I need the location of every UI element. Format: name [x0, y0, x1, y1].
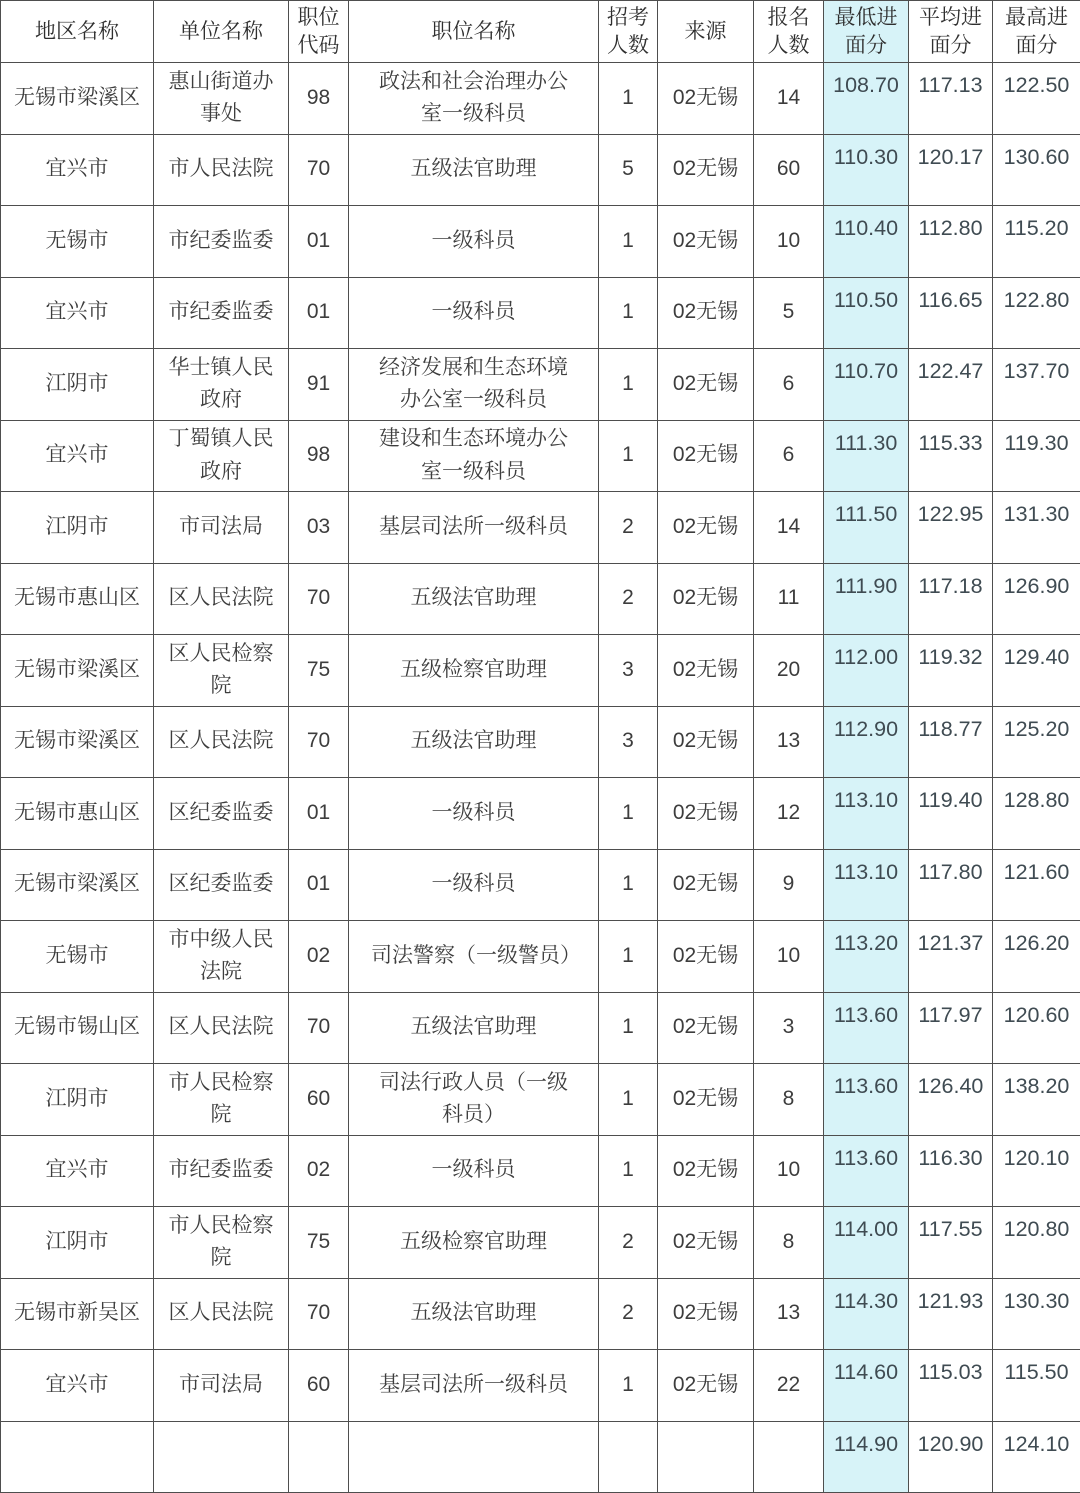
cell-position: 基层司法所一级科员	[349, 492, 599, 564]
cell-region: 宜兴市	[1, 1135, 154, 1207]
header-code-line: 代码	[291, 32, 346, 59]
cell-recruits	[599, 1421, 658, 1493]
cell-max_score: 130.60	[993, 134, 1080, 206]
cell-code: 02	[289, 1135, 349, 1207]
cell-recruits: 1	[599, 420, 658, 492]
cell-applicants: 60	[754, 134, 824, 206]
cell-region: 江阴市	[1, 1064, 154, 1136]
cell-source: 02无锡	[658, 206, 754, 278]
cell-code: 02	[289, 921, 349, 993]
header-avg_score-line: 平均进	[911, 4, 990, 31]
cell-recruits: 1	[599, 63, 658, 135]
table-body	[1, 63, 1080, 1493]
table-row	[1, 563, 1080, 635]
cell-recruits: 1	[599, 778, 658, 850]
cell-applicants: 10	[754, 206, 824, 278]
cell-unit: 市纪委监委	[154, 206, 289, 278]
cell-region: 宜兴市	[1, 134, 154, 206]
cell-position: 五级法官助理	[349, 563, 599, 635]
table-row	[1, 492, 1080, 564]
cell-min_score: 113.60	[824, 992, 909, 1064]
cell-unit: 市纪委监委	[154, 277, 289, 349]
header-max_score-line: 最高进	[995, 4, 1078, 31]
cell-applicants: 10	[754, 921, 824, 993]
cell-min_score: 108.70	[824, 63, 909, 135]
table-row	[1, 778, 1080, 850]
cell-max_score: 126.90	[993, 563, 1080, 635]
cell-recruits: 1	[599, 849, 658, 921]
cell-applicants: 8	[754, 1207, 824, 1279]
header-unit	[154, 1, 289, 63]
cell-recruits: 2	[599, 492, 658, 564]
cell-code: 75	[289, 1207, 349, 1279]
cell-unit: 区人民法院	[154, 706, 289, 778]
header-position	[349, 1, 599, 63]
cell-applicants: 9	[754, 849, 824, 921]
cell-position: 一级科员	[349, 1135, 599, 1207]
header-recruits-line: 招考	[601, 4, 655, 31]
header-code-line: 职位	[291, 4, 346, 31]
header-row	[1, 1, 1080, 63]
header-min_score-line: 最低进	[826, 4, 906, 31]
cell-unit: 区人民法院	[154, 563, 289, 635]
cell-avg_score: 116.30	[909, 1135, 993, 1207]
cell-region: 无锡市梁溪区	[1, 63, 154, 135]
header-applicants-line: 报名	[756, 4, 821, 31]
cell-max_score: 125.20	[993, 706, 1080, 778]
cell-recruits: 2	[599, 1278, 658, 1350]
table-row	[1, 277, 1080, 349]
cell-code: 60	[289, 1350, 349, 1422]
cell-position: 政法和社会治理办公室一级科员	[349, 63, 599, 135]
header-max_score	[993, 1, 1080, 63]
cell-applicants: 10	[754, 1135, 824, 1207]
cell-applicants: 20	[754, 635, 824, 707]
cell-unit: 区人民检察院	[154, 635, 289, 707]
cell-code: 70	[289, 1278, 349, 1350]
cell-source: 02无锡	[658, 349, 754, 421]
cell-unit: 区纪委监委	[154, 778, 289, 850]
cell-source: 02无锡	[658, 992, 754, 1064]
cell-position: 经济发展和生态环境办公室一级科员	[349, 349, 599, 421]
header-applicants-line: 人数	[756, 32, 821, 59]
table-row-partial	[1, 1421, 1080, 1493]
table-row	[1, 63, 1080, 135]
cell-code: 91	[289, 349, 349, 421]
cell-code: 70	[289, 563, 349, 635]
cell-min_score: 112.00	[824, 635, 909, 707]
cell-recruits: 1	[599, 206, 658, 278]
cell-position: 建设和生态环境办公室一级科员	[349, 420, 599, 492]
cell-source: 02无锡	[658, 778, 754, 850]
cell-position: 一级科员	[349, 277, 599, 349]
cell-avg_score: 122.95	[909, 492, 993, 564]
cell-region: 江阴市	[1, 492, 154, 564]
cell-code: 01	[289, 277, 349, 349]
cell-avg_score: 119.32	[909, 635, 993, 707]
cell-region: 无锡市	[1, 206, 154, 278]
header-max_score-line: 面分	[995, 32, 1078, 59]
cell-code	[289, 1421, 349, 1493]
header-source	[658, 1, 754, 63]
cell-avg_score: 117.80	[909, 849, 993, 921]
cell-position: 五级法官助理	[349, 706, 599, 778]
cell-region: 无锡市梁溪区	[1, 635, 154, 707]
cell-min_score: 114.60	[824, 1350, 909, 1422]
cell-applicants: 8	[754, 1064, 824, 1136]
cell-position: 一级科员	[349, 849, 599, 921]
cell-unit: 市司法局	[154, 1350, 289, 1422]
cell-source: 02无锡	[658, 277, 754, 349]
cell-position: 五级法官助理	[349, 134, 599, 206]
cell-unit: 区人民法院	[154, 992, 289, 1064]
cell-applicants	[754, 1421, 824, 1493]
cell-applicants: 14	[754, 63, 824, 135]
cell-source: 02无锡	[658, 63, 754, 135]
cell-unit: 华士镇人民政府	[154, 349, 289, 421]
cell-applicants: 6	[754, 349, 824, 421]
cell-recruits: 1	[599, 349, 658, 421]
cell-region: 无锡市惠山区	[1, 778, 154, 850]
table-row	[1, 349, 1080, 421]
cell-applicants: 22	[754, 1350, 824, 1422]
cell-applicants: 13	[754, 1278, 824, 1350]
cell-min_score: 114.00	[824, 1207, 909, 1279]
cell-avg_score: 112.80	[909, 206, 993, 278]
cell-applicants: 11	[754, 563, 824, 635]
cell-unit: 区纪委监委	[154, 849, 289, 921]
cell-max_score: 122.80	[993, 277, 1080, 349]
cell-source: 02无锡	[658, 563, 754, 635]
cell-avg_score: 120.17	[909, 134, 993, 206]
cell-region: 江阴市	[1, 349, 154, 421]
cell-max_score: 120.10	[993, 1135, 1080, 1207]
cell-position: 一级科员	[349, 778, 599, 850]
cell-position: 司法警察（一级警员）	[349, 921, 599, 993]
cell-region: 无锡市梁溪区	[1, 849, 154, 921]
cell-region: 江阴市	[1, 1207, 154, 1279]
cell-region	[1, 1421, 154, 1493]
cell-code: 70	[289, 134, 349, 206]
cell-position: 五级法官助理	[349, 992, 599, 1064]
cell-code: 98	[289, 63, 349, 135]
cell-source: 02无锡	[658, 134, 754, 206]
cell-max_score: 121.60	[993, 849, 1080, 921]
cell-avg_score: 115.03	[909, 1350, 993, 1422]
cell-avg_score: 119.40	[909, 778, 993, 850]
table-row	[1, 1350, 1080, 1422]
cell-region: 无锡市新吴区	[1, 1278, 154, 1350]
header-code	[289, 1, 349, 63]
cell-avg_score: 118.77	[909, 706, 993, 778]
table-row	[1, 1064, 1080, 1136]
cell-source: 02无锡	[658, 1207, 754, 1279]
cell-recruits: 1	[599, 277, 658, 349]
cell-min_score: 110.40	[824, 206, 909, 278]
table-row	[1, 635, 1080, 707]
table-row	[1, 1207, 1080, 1279]
cell-min_score: 113.60	[824, 1064, 909, 1136]
header-min_score	[824, 1, 909, 63]
cell-position: 一级科员	[349, 206, 599, 278]
header-region	[1, 1, 154, 63]
header-region-line: 地区名称	[3, 18, 151, 45]
cell-position: 司法行政人员（一级科员）	[349, 1064, 599, 1136]
cell-code: 01	[289, 849, 349, 921]
cell-unit: 惠山街道办事处	[154, 63, 289, 135]
cell-unit: 市人民检察院	[154, 1064, 289, 1136]
cell-recruits: 3	[599, 706, 658, 778]
cell-unit: 市中级人民法院	[154, 921, 289, 993]
cell-code: 98	[289, 420, 349, 492]
cell-min_score: 113.60	[824, 1135, 909, 1207]
cell-position: 五级法官助理	[349, 1278, 599, 1350]
header-unit-line: 单位名称	[156, 18, 286, 45]
cell-region: 无锡市锡山区	[1, 992, 154, 1064]
table-row	[1, 1135, 1080, 1207]
cell-min_score: 113.20	[824, 921, 909, 993]
cell-region: 宜兴市	[1, 1350, 154, 1422]
cell-code: 01	[289, 206, 349, 278]
table-row	[1, 206, 1080, 278]
cell-recruits: 2	[599, 1207, 658, 1279]
cell-avg_score: 126.40	[909, 1064, 993, 1136]
cell-applicants: 12	[754, 778, 824, 850]
cell-position	[349, 1421, 599, 1493]
cell-max_score: 126.20	[993, 921, 1080, 993]
cell-max_score: 115.20	[993, 206, 1080, 278]
cell-source: 02无锡	[658, 492, 754, 564]
cell-avg_score: 117.97	[909, 992, 993, 1064]
header-avg_score	[909, 1, 993, 63]
cell-max_score: 115.50	[993, 1350, 1080, 1422]
table-row	[1, 134, 1080, 206]
cell-min_score: 110.30	[824, 134, 909, 206]
cell-region: 无锡市惠山区	[1, 563, 154, 635]
cell-unit: 市纪委监委	[154, 1135, 289, 1207]
cell-recruits: 5	[599, 134, 658, 206]
header-source-line: 来源	[660, 18, 751, 45]
cell-position: 五级检察官助理	[349, 635, 599, 707]
header-recruits	[599, 1, 658, 63]
cell-avg_score: 116.65	[909, 277, 993, 349]
table-row	[1, 992, 1080, 1064]
cell-source: 02无锡	[658, 1135, 754, 1207]
cell-region: 无锡市梁溪区	[1, 706, 154, 778]
cell-min_score: 110.50	[824, 277, 909, 349]
cell-recruits: 1	[599, 1064, 658, 1136]
cell-min_score: 111.50	[824, 492, 909, 564]
cell-recruits: 1	[599, 921, 658, 993]
cell-min_score: 113.10	[824, 849, 909, 921]
cell-unit: 市人民检察院	[154, 1207, 289, 1279]
cell-source: 02无锡	[658, 420, 754, 492]
cell-avg_score: 117.13	[909, 63, 993, 135]
table-row	[1, 706, 1080, 778]
cell-max_score: 138.20	[993, 1064, 1080, 1136]
cell-min_score: 114.30	[824, 1278, 909, 1350]
cell-applicants: 14	[754, 492, 824, 564]
cell-unit: 市司法局	[154, 492, 289, 564]
cell-min_score: 112.90	[824, 706, 909, 778]
cell-recruits: 1	[599, 1350, 658, 1422]
cell-code: 60	[289, 1064, 349, 1136]
cell-position: 五级检察官助理	[349, 1207, 599, 1279]
cell-applicants: 3	[754, 992, 824, 1064]
cell-source: 02无锡	[658, 849, 754, 921]
cell-max_score: 130.30	[993, 1278, 1080, 1350]
cell-unit	[154, 1421, 289, 1493]
cell-min_score: 110.70	[824, 349, 909, 421]
cell-recruits: 1	[599, 992, 658, 1064]
cell-source	[658, 1421, 754, 1493]
cell-recruits: 3	[599, 635, 658, 707]
table-row	[1, 921, 1080, 993]
cell-unit: 区人民法院	[154, 1278, 289, 1350]
cell-max_score: 131.30	[993, 492, 1080, 564]
cell-avg_score: 121.93	[909, 1278, 993, 1350]
cell-max_score: 120.60	[993, 992, 1080, 1064]
cell-applicants: 13	[754, 706, 824, 778]
table-row	[1, 420, 1080, 492]
table-row	[1, 1278, 1080, 1350]
cell-source: 02无锡	[658, 921, 754, 993]
cell-max_score: 128.80	[993, 778, 1080, 850]
cell-avg_score: 115.33	[909, 420, 993, 492]
cell-code: 70	[289, 706, 349, 778]
cell-code: 75	[289, 635, 349, 707]
cell-code: 70	[289, 992, 349, 1064]
cell-applicants: 5	[754, 277, 824, 349]
cell-avg_score: 122.47	[909, 349, 993, 421]
cell-source: 02无锡	[658, 1064, 754, 1136]
cell-region: 宜兴市	[1, 277, 154, 349]
cell-unit: 丁蜀镇人民政府	[154, 420, 289, 492]
cell-avg_score: 117.18	[909, 563, 993, 635]
cell-max_score: 119.30	[993, 420, 1080, 492]
cell-max_score: 137.70	[993, 349, 1080, 421]
cell-avg_score: 117.55	[909, 1207, 993, 1279]
cell-max_score: 129.40	[993, 635, 1080, 707]
cell-recruits: 1	[599, 1135, 658, 1207]
table-row	[1, 849, 1080, 921]
cell-region: 宜兴市	[1, 420, 154, 492]
header-min_score-line: 面分	[826, 32, 906, 59]
cell-applicants: 6	[754, 420, 824, 492]
cell-source: 02无锡	[658, 635, 754, 707]
cell-min_score: 113.10	[824, 778, 909, 850]
cell-max_score: 122.50	[993, 63, 1080, 135]
cell-min_score: 111.30	[824, 420, 909, 492]
cell-code: 03	[289, 492, 349, 564]
cell-code: 01	[289, 778, 349, 850]
cell-source: 02无锡	[658, 706, 754, 778]
cell-max_score: 120.80	[993, 1207, 1080, 1279]
cell-min_score: 111.90	[824, 563, 909, 635]
header-avg_score-line: 面分	[911, 32, 990, 59]
header-recruits-line: 人数	[601, 32, 655, 59]
cell-region: 无锡市	[1, 921, 154, 993]
cell-min_score: 114.90	[824, 1421, 909, 1493]
cell-unit: 市人民法院	[154, 134, 289, 206]
header-position-line: 职位名称	[351, 18, 596, 45]
cell-avg_score: 120.90	[909, 1421, 993, 1493]
cell-avg_score: 121.37	[909, 921, 993, 993]
cell-max_score: 124.10	[993, 1421, 1080, 1493]
cell-source: 02无锡	[658, 1278, 754, 1350]
cell-source: 02无锡	[658, 1350, 754, 1422]
cell-position: 基层司法所一级科员	[349, 1350, 599, 1422]
cell-recruits: 2	[599, 563, 658, 635]
header-applicants	[754, 1, 824, 63]
